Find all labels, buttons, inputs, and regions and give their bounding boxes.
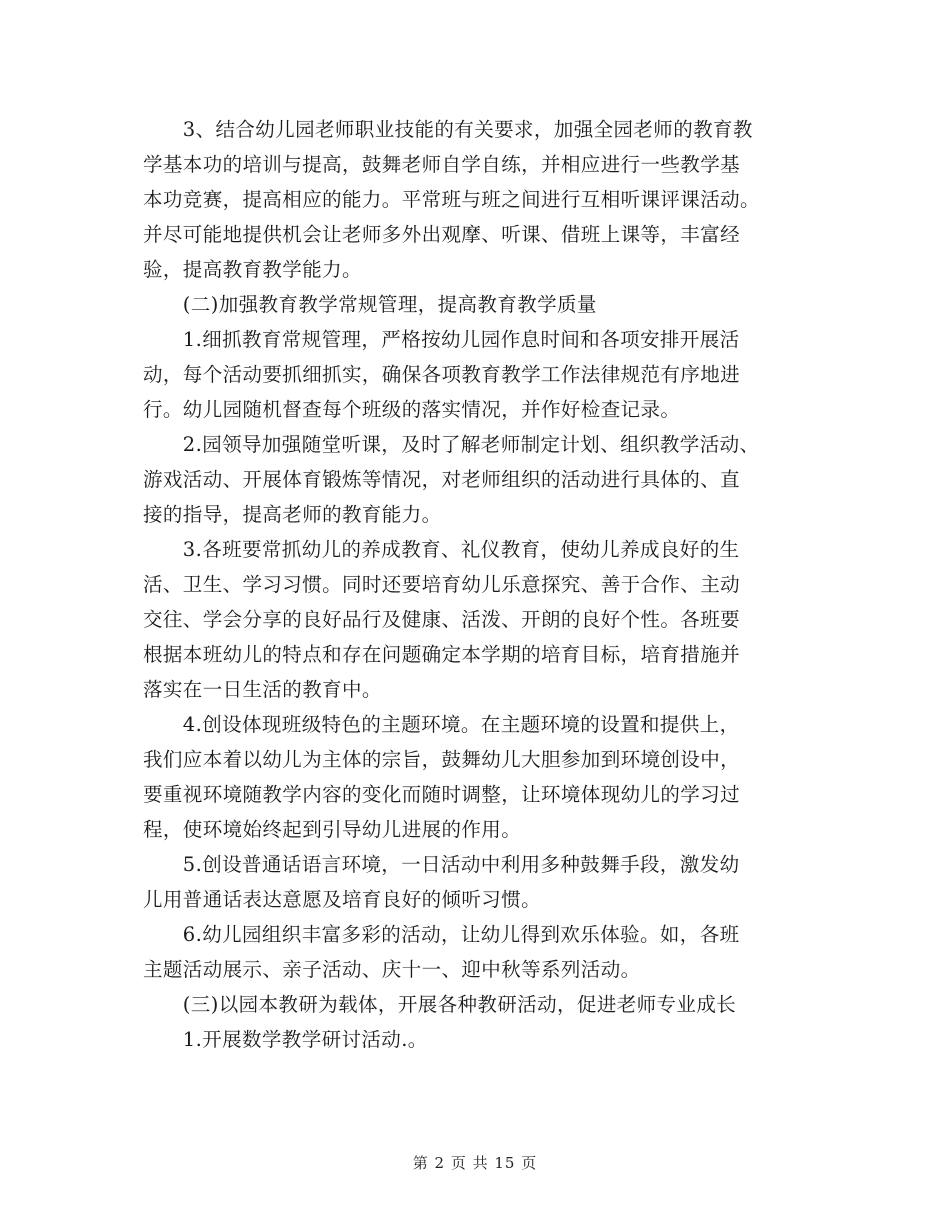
text-line: 4.创设体现班级特色的主题环境。在主题环境的设置和提供上， [143, 713, 740, 736]
text-line: 活、卫生、学习习惯。同时还要培育幼儿乐意探究、善于合作、主动 [143, 573, 741, 596]
text-line: 我们应本着以幼儿为主体的宗旨，鼓舞幼儿大胆参加到环境创设中， [143, 748, 741, 771]
text-line: 2.园领导加强随堂听课，及时了解老师制定计划、组织教学活动、 [143, 433, 760, 456]
text-line: 3、结合幼儿园老师职业技能的有关要求，加强全园老师的教育教 [143, 118, 753, 141]
text-line: 5.创设普通话语言环境，一日活动中利用多种鼓舞手段，激发幼 [143, 853, 740, 876]
text-line: 3.各班要常抓幼儿的养成教育、礼仪教育，使幼儿养成良好的生 [143, 538, 740, 561]
text-line: 要重视环境随教学内容的变化而随时调整，让环境体现幼儿的学习过 [143, 783, 741, 806]
text-line: 游戏活动、开展体育锻炼等情况，对老师组织的活动进行具体的、直 [143, 468, 741, 491]
text-line: 接的指导，提高老师的教育能力。 [143, 503, 442, 526]
text-line: 行。幼儿园随机督查每个班级的落实情况，并作好检查记录。 [143, 398, 681, 421]
page-number-footer: 第 2 页 共 15 页 [412, 1154, 538, 1172]
section-heading: (二)加强教育教学常规管理，提高教育教学质量 [143, 293, 597, 316]
text-line: 本功竞赛，提高相应的能力。平常班与班之间进行互相听课评课活动。 [143, 188, 760, 211]
text-line: 6.幼儿园组织丰富多彩的活动，让幼儿得到欢乐体验。如，各班 [143, 923, 740, 946]
text-line: 学基本功的培训与提高，鼓舞老师自学自练，并相应进行一些教学基 [143, 153, 741, 176]
document-body [143, 112, 808, 1057]
text-line: 根据本班幼儿的特点和存在问题确定本学期的培育目标，培育措施并 [143, 643, 741, 666]
text-line: 验，提高教育教学能力。 [143, 258, 362, 281]
text-line: 主题活动展示、亲子活动、庆十一、迎中秋等系列活动。 [143, 958, 641, 981]
text-line: 交往、学会分享的良好品行及健康、活泼、开朗的良好个性。各班要 [143, 608, 741, 631]
text-line: 程，使环境始终起到引导幼儿进展的作用。 [143, 818, 522, 841]
section-heading: (三)以园本教研为载体，开展各种教研活动，促进老师专业成长 [143, 993, 737, 1016]
text-line: 1.开展数学教学研讨活动.。 [143, 1028, 428, 1051]
text-line: 1.细抓教育常规管理，严格按幼儿园作息时间和各项安排开展活 [143, 328, 740, 351]
text-line: 落实在一日生活的教育中。 [143, 678, 382, 701]
text-line: 并尽可能地提供机会让老师多外出观摩、听课、借班上课等，丰富经 [143, 223, 741, 246]
text-line: 儿用普通话表达意愿及培育良好的倾听习惯。 [143, 888, 542, 911]
text-line: 动，每个活动要抓细抓实，确保各项教育教学工作法律规范有序地进 [143, 363, 741, 386]
